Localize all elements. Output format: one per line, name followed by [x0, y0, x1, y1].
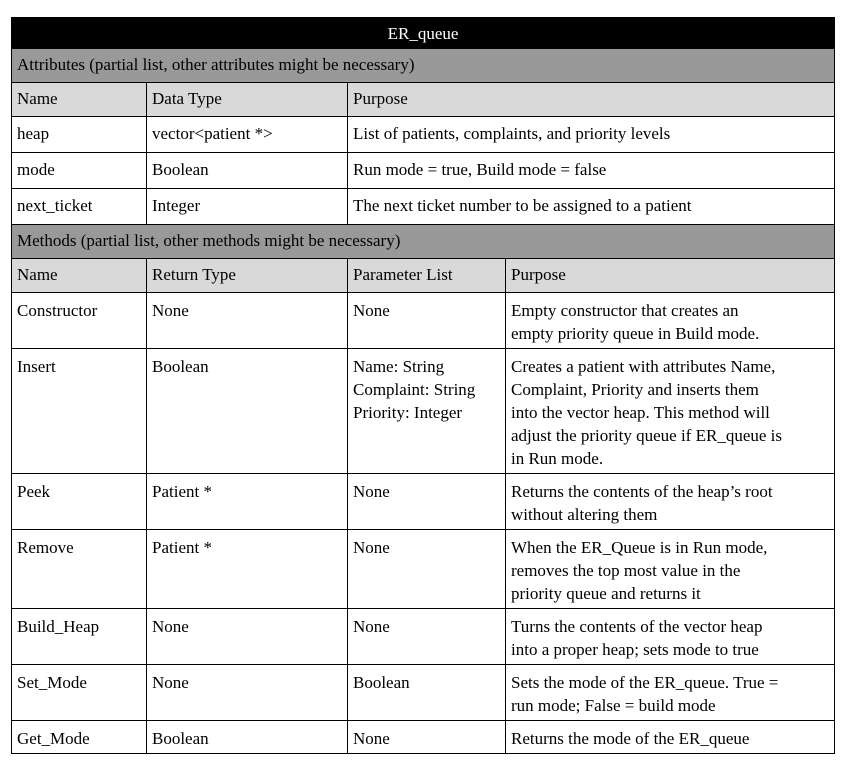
method-purpose-line: Sets the mode of the ER_queue. True = [511, 673, 779, 692]
attributes-section-label: Attributes (partial list, other attributes might be necessary) [12, 49, 835, 83]
method-purpose-line: empty priority queue in Build mode. [511, 324, 760, 343]
table-title: ER_queue [12, 18, 835, 49]
method-purpose-line: Returns the contents of the heap’s root [511, 482, 773, 501]
method-params [348, 721, 506, 754]
method-row [12, 721, 835, 754]
attributes-section-row [12, 49, 835, 83]
attr-type: Integer [147, 189, 348, 225]
attribute-row [12, 153, 835, 189]
method-row [12, 530, 835, 609]
method-param: None [353, 538, 390, 557]
method-return-type: None [147, 609, 348, 665]
attributes-header-row [12, 83, 835, 117]
method-name: Insert [12, 349, 147, 474]
attr-header-data-type: Data Type [147, 83, 348, 117]
title-row [12, 18, 835, 49]
method-purpose-line: Creates a patient with attributes Name, [511, 357, 776, 376]
method-name: Peek [12, 474, 147, 530]
method-param: Name: String [353, 357, 445, 376]
method-purpose-line: into the vector heap. This method will [511, 403, 770, 422]
method-header-return-type: Return Type [147, 259, 348, 293]
method-purpose [506, 474, 835, 530]
attr-type: Boolean [147, 153, 348, 189]
method-row [12, 665, 835, 721]
method-purpose-line: priority queue and returns it [511, 584, 701, 603]
methods-header-row [12, 259, 835, 293]
method-param: None [353, 729, 390, 748]
method-row [12, 349, 835, 474]
method-purpose-line: Turns the contents of the vector heap [511, 617, 763, 636]
method-params [348, 609, 506, 665]
method-purpose [506, 530, 835, 609]
method-param: None [353, 482, 390, 501]
method-row [12, 609, 835, 665]
method-param: None [353, 617, 390, 636]
method-purpose-line: removes the top most value in the [511, 561, 741, 580]
method-row [12, 474, 835, 530]
attr-purpose: Run mode = true, Build mode = false [348, 153, 835, 189]
method-row [12, 293, 835, 349]
method-purpose [506, 349, 835, 474]
method-purpose-line: Empty constructor that creates an [511, 301, 739, 320]
method-name: Constructor [12, 293, 147, 349]
method-param: Priority: Integer [353, 403, 463, 422]
attr-purpose: List of patients, complaints, and priority levels [348, 117, 835, 153]
method-purpose-line: Complaint, Priority and inserts them [511, 380, 759, 399]
method-return-type: Boolean [147, 349, 348, 474]
method-return-type: Patient * [147, 474, 348, 530]
method-purpose-line: adjust the priority queue if ER_queue is [511, 426, 782, 445]
attr-name: next_ticket [12, 189, 147, 225]
attr-type: vector<patient *> [147, 117, 348, 153]
attribute-row [12, 117, 835, 153]
method-header-name: Name [12, 259, 147, 293]
method-return-type: Patient * [147, 530, 348, 609]
method-purpose-line: without altering them [511, 505, 658, 524]
method-name: Get_Mode [12, 721, 147, 754]
method-return-type: None [147, 665, 348, 721]
method-purpose-line: into a proper heap; sets mode to true [511, 640, 759, 659]
method-return-type: None [147, 293, 348, 349]
method-purpose [506, 665, 835, 721]
method-purpose-line: Returns the mode of the ER_queue [511, 729, 750, 748]
method-params [348, 530, 506, 609]
method-rows [12, 293, 835, 754]
method-params [348, 474, 506, 530]
method-param: Boolean [353, 673, 410, 692]
method-header-parameter-list: Parameter List [348, 259, 506, 293]
attr-header-purpose: Purpose [348, 83, 835, 117]
method-params [348, 293, 506, 349]
method-purpose [506, 293, 835, 349]
method-purpose-line: When the ER_Queue is in Run mode, [511, 538, 768, 557]
method-return-type: Boolean [147, 721, 348, 754]
methods-section-row [12, 225, 835, 259]
method-params [348, 349, 506, 474]
method-purpose [506, 721, 835, 754]
attr-header-name: Name [12, 83, 147, 117]
attribute-row [12, 189, 835, 225]
method-params [348, 665, 506, 721]
method-purpose [506, 609, 835, 665]
er-queue-table [11, 17, 835, 754]
attr-purpose: The next ticket number to be assigned to a patient [348, 189, 835, 225]
methods-section-label: Methods (partial list, other methods might be necessary) [12, 225, 835, 259]
method-name: Remove [12, 530, 147, 609]
attr-name: heap [12, 117, 147, 153]
method-param: None [353, 301, 390, 320]
method-name: Set_Mode [12, 665, 147, 721]
method-purpose-line: run mode; False = build mode [511, 696, 716, 715]
method-header-purpose: Purpose [506, 259, 835, 293]
method-param: Complaint: String [353, 380, 476, 399]
method-purpose-line: in Run mode. [511, 449, 604, 468]
attr-name: mode [12, 153, 147, 189]
method-name: Build_Heap [12, 609, 147, 665]
